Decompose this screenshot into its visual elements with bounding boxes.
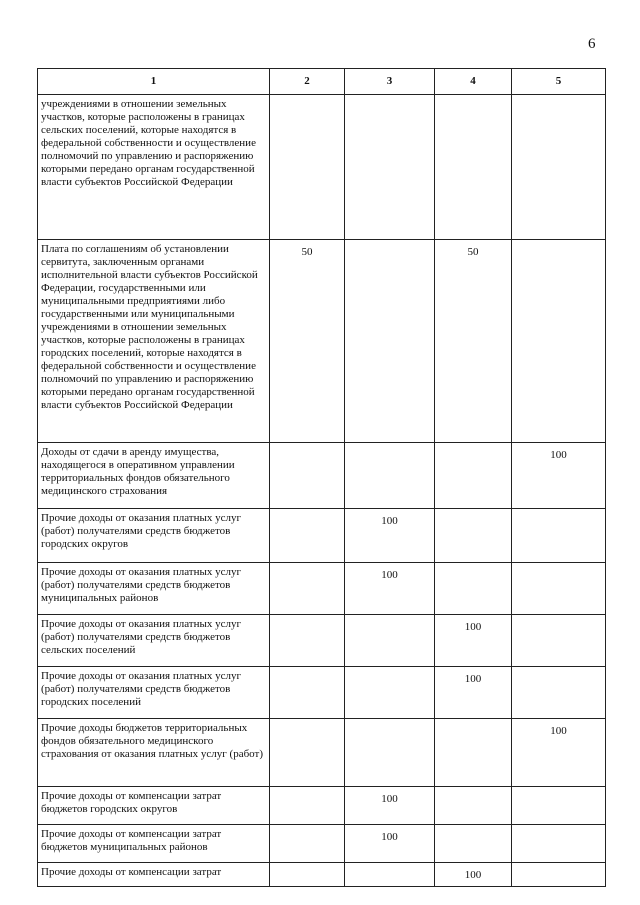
- row-value-col4: [435, 825, 512, 863]
- row-name: Прочие доходы от компенсации затрат бюджетов городских округов: [38, 787, 270, 825]
- column-header-4: 4: [435, 69, 512, 95]
- row-value-col3: 100: [345, 509, 435, 563]
- row-name: Прочие доходы от оказания платных услуг (работ) получателями средств бюджетов городских округов: [38, 509, 270, 563]
- column-header-5: 5: [512, 69, 606, 95]
- row-value-col4: 100: [435, 615, 512, 667]
- row-value-col5: [512, 240, 606, 443]
- table-row: [38, 787, 606, 825]
- row-value-col3: 100: [345, 787, 435, 825]
- row-value-col2: [270, 787, 345, 825]
- row-value-col3: [345, 719, 435, 787]
- table-row: [38, 95, 606, 240]
- row-value-col2: [270, 443, 345, 509]
- table-row: [38, 509, 606, 563]
- row-value-col5: [512, 787, 606, 825]
- row-value-col5: 100: [512, 719, 606, 787]
- row-value-col4: [435, 787, 512, 825]
- row-value-col3: [345, 95, 435, 240]
- row-value-col5: [512, 509, 606, 563]
- row-value-col4: [435, 443, 512, 509]
- row-value-col4: [435, 509, 512, 563]
- table-row: [38, 615, 606, 667]
- row-name: Прочие доходы от компенсации затрат: [38, 863, 270, 887]
- table-row: [38, 240, 606, 443]
- table-row: [38, 825, 606, 863]
- row-value-col2: [270, 563, 345, 615]
- row-name: Прочие доходы от оказания платных услуг (работ) получателями средств бюджетов сельских поселений: [38, 615, 270, 667]
- row-value-col2: 50: [270, 240, 345, 443]
- row-value-col2: [270, 863, 345, 887]
- row-value-col5: 100: [512, 443, 606, 509]
- row-value-col2: [270, 667, 345, 719]
- row-name: Плата по соглашениям об установлении сервитута, заключенным органами исполнительной власти субъектов Российской Федерации, государственными или муниципальными предприятиями либо государственными или муниципальными учреждениями в отношении земельных участков, которые расположены в границах городских поселений, которые находятся в федеральной собственности и осуществление полномочий по управлению и распоряжению которыми передано органам государственной власти субъектов Российской Федерации: [38, 240, 270, 443]
- table-row: [38, 563, 606, 615]
- row-value-col5: [512, 95, 606, 240]
- table-row: [38, 863, 606, 887]
- table-row: [38, 667, 606, 719]
- row-value-col3: 100: [345, 825, 435, 863]
- page-number: 6: [588, 36, 596, 52]
- row-value-col3: [345, 863, 435, 887]
- row-value-col3: [345, 240, 435, 443]
- row-value-col5: [512, 667, 606, 719]
- row-value-col2: [270, 719, 345, 787]
- column-header-1: 1: [38, 69, 270, 95]
- row-value-col4: 100: [435, 863, 512, 887]
- row-name: Прочие доходы от оказания платных услуг (работ) получателями средств бюджетов муниципальных районов: [38, 563, 270, 615]
- row-name: Прочие доходы от оказания платных услуг (работ) получателями средств бюджетов городских поселений: [38, 667, 270, 719]
- column-header-2: 2: [270, 69, 345, 95]
- row-value-col4: [435, 719, 512, 787]
- table-header-row: [38, 69, 606, 95]
- row-name: Доходы от сдачи в аренду имущества, находящегося в оперативном управлении территориальных фондов обязательного медицинского страхования: [38, 443, 270, 509]
- row-value-col3: 100: [345, 563, 435, 615]
- row-value-col5: [512, 563, 606, 615]
- row-value-col4: 100: [435, 667, 512, 719]
- row-value-col4: [435, 95, 512, 240]
- row-value-col4: [435, 563, 512, 615]
- row-value-col3: [345, 443, 435, 509]
- row-value-col5: [512, 615, 606, 667]
- row-value-col5: [512, 825, 606, 863]
- row-name: Прочие доходы от компенсации затрат бюджетов муниципальных районов: [38, 825, 270, 863]
- row-value-col2: [270, 95, 345, 240]
- row-name: учреждениями в отношении земельных участков, которые расположены в границах сельских поселений, которые находятся в федеральной собственности и осуществление полномочий по управлению и распоряжению которыми передано органам государственной власти субъектов Российской Федерации: [38, 95, 270, 240]
- row-value-col4: 50: [435, 240, 512, 443]
- row-value-col2: [270, 825, 345, 863]
- row-value-col2: [270, 509, 345, 563]
- row-name: Прочие доходы бюджетов территориальных фондов обязательного медицинского страхования от оказания платных услуг (работ): [38, 719, 270, 787]
- row-value-col5: [512, 863, 606, 887]
- revenue-distribution-table: [37, 68, 606, 887]
- row-value-col3: [345, 667, 435, 719]
- row-value-col3: [345, 615, 435, 667]
- column-header-3: 3: [345, 69, 435, 95]
- table-row: [38, 719, 606, 787]
- table-row: [38, 443, 606, 509]
- row-value-col2: [270, 615, 345, 667]
